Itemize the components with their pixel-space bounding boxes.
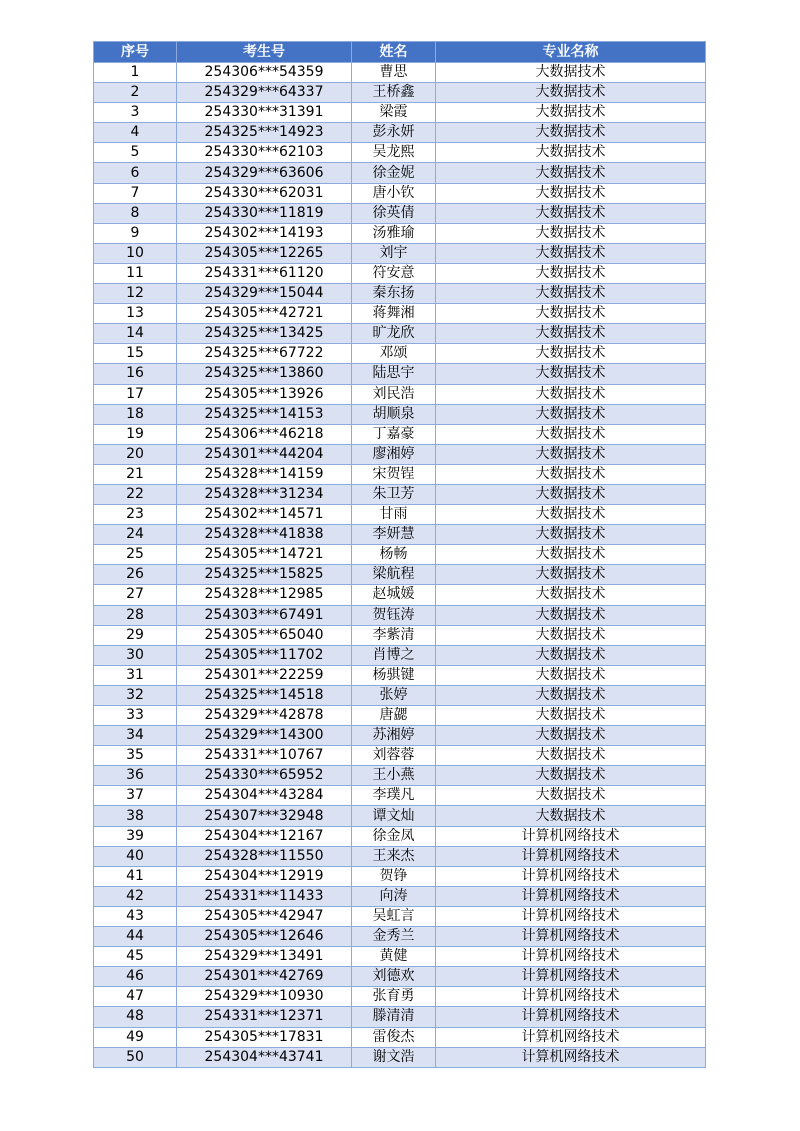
cell-serial-number: 23 [94, 505, 177, 525]
cell-major: 大数据技术 [436, 766, 706, 786]
cell-candidate-number: 254329***15044 [177, 284, 352, 304]
table-row [94, 83, 706, 103]
cell-candidate-number: 254329***10930 [177, 987, 352, 1007]
cell-name: 贺钰涛 [352, 605, 436, 625]
cell-candidate-number: 254306***46218 [177, 424, 352, 444]
cell-name: 王来杰 [352, 846, 436, 866]
cell-name: 刘蓉蓉 [352, 746, 436, 766]
cell-serial-number: 14 [94, 324, 177, 344]
cell-candidate-number: 254304***43284 [177, 786, 352, 806]
cell-candidate-number: 254325***13860 [177, 364, 352, 384]
cell-name: 梁霞 [352, 103, 436, 123]
cell-candidate-number: 254329***64337 [177, 83, 352, 103]
cell-major: 大数据技术 [436, 203, 706, 223]
cell-candidate-number: 254304***43741 [177, 1047, 352, 1067]
cell-major: 大数据技术 [436, 464, 706, 484]
cell-major: 计算机网络技术 [436, 1007, 706, 1027]
table-row [94, 1047, 706, 1067]
cell-major: 大数据技术 [436, 806, 706, 826]
cell-major: 计算机网络技术 [436, 967, 706, 987]
table-row [94, 947, 706, 967]
cell-name: 张婷 [352, 685, 436, 705]
cell-major: 大数据技术 [436, 726, 706, 746]
cell-serial-number: 33 [94, 706, 177, 726]
table-row [94, 766, 706, 786]
cell-name: 王桥鑫 [352, 83, 436, 103]
table-row [94, 846, 706, 866]
cell-serial-number: 32 [94, 685, 177, 705]
cell-name: 肖博之 [352, 645, 436, 665]
cell-serial-number: 41 [94, 866, 177, 886]
cell-candidate-number: 254329***63606 [177, 163, 352, 183]
cell-name: 李妍慧 [352, 525, 436, 545]
cell-name: 谭文灿 [352, 806, 436, 826]
table-row [94, 585, 706, 605]
cell-name: 朱卫芳 [352, 484, 436, 504]
cell-candidate-number: 254307***32948 [177, 806, 352, 826]
cell-serial-number: 21 [94, 464, 177, 484]
cell-candidate-number: 254330***62103 [177, 143, 352, 163]
cell-major: 大数据技术 [436, 525, 706, 545]
table-row [94, 645, 706, 665]
cell-name: 吴虹言 [352, 906, 436, 926]
cell-candidate-number: 254331***11433 [177, 886, 352, 906]
cell-name: 徐金妮 [352, 163, 436, 183]
cell-name: 雷俊杰 [352, 1027, 436, 1047]
table-row [94, 263, 706, 283]
cell-major: 大数据技术 [436, 505, 706, 525]
cell-name: 苏湘婷 [352, 726, 436, 746]
cell-name: 贺铮 [352, 866, 436, 886]
cell-candidate-number: 254331***61120 [177, 263, 352, 283]
cell-name: 李紫清 [352, 625, 436, 645]
cell-major: 大数据技术 [436, 304, 706, 324]
table-row [94, 284, 706, 304]
cell-candidate-number: 254305***65040 [177, 625, 352, 645]
table-row [94, 605, 706, 625]
cell-major: 计算机网络技术 [436, 906, 706, 926]
cell-candidate-number: 254305***12265 [177, 243, 352, 263]
cell-candidate-number: 254328***14159 [177, 464, 352, 484]
cell-major: 大数据技术 [436, 344, 706, 364]
table-row [94, 384, 706, 404]
cell-serial-number: 11 [94, 263, 177, 283]
cell-serial-number: 26 [94, 565, 177, 585]
cell-major: 大数据技术 [436, 786, 706, 806]
cell-major: 大数据技术 [436, 163, 706, 183]
cell-name: 杨畅 [352, 545, 436, 565]
cell-candidate-number: 254325***14923 [177, 123, 352, 143]
cell-serial-number: 16 [94, 364, 177, 384]
cell-serial-number: 39 [94, 826, 177, 846]
cell-major: 计算机网络技术 [436, 987, 706, 1007]
cell-major: 大数据技术 [436, 364, 706, 384]
table-row [94, 444, 706, 464]
cell-candidate-number: 254303***67491 [177, 605, 352, 625]
table-row [94, 886, 706, 906]
cell-serial-number: 44 [94, 927, 177, 947]
cell-major: 大数据技术 [436, 605, 706, 625]
cell-major: 大数据技术 [436, 183, 706, 203]
cell-name: 宋贺锃 [352, 464, 436, 484]
cell-major: 大数据技术 [436, 685, 706, 705]
table-body [94, 63, 706, 1068]
table-row [94, 987, 706, 1007]
table-row [94, 63, 706, 83]
header-serial-number: 序号 [94, 42, 177, 63]
table-row [94, 826, 706, 846]
cell-candidate-number: 254301***44204 [177, 444, 352, 464]
cell-major: 大数据技术 [436, 746, 706, 766]
cell-serial-number: 46 [94, 967, 177, 987]
cell-major: 大数据技术 [436, 424, 706, 444]
cell-major: 大数据技术 [436, 263, 706, 283]
table-row [94, 565, 706, 585]
cell-major: 计算机网络技术 [436, 947, 706, 967]
cell-candidate-number: 254306***54359 [177, 63, 352, 83]
cell-serial-number: 43 [94, 906, 177, 926]
cell-serial-number: 1 [94, 63, 177, 83]
cell-serial-number: 13 [94, 304, 177, 324]
cell-name: 彭永妍 [352, 123, 436, 143]
cell-candidate-number: 254305***13926 [177, 384, 352, 404]
header-name: 姓名 [352, 42, 436, 63]
table-row [94, 525, 706, 545]
cell-serial-number: 50 [94, 1047, 177, 1067]
table-row [94, 505, 706, 525]
header-candidate-number: 考生号 [177, 42, 352, 63]
cell-serial-number: 28 [94, 605, 177, 625]
cell-name: 徐金凤 [352, 826, 436, 846]
cell-major: 计算机网络技术 [436, 846, 706, 866]
table-row [94, 103, 706, 123]
cell-name: 唐勰 [352, 706, 436, 726]
table-row [94, 927, 706, 947]
cell-name: 丁嘉豪 [352, 424, 436, 444]
document-page [93, 41, 705, 1068]
cell-candidate-number: 254305***42721 [177, 304, 352, 324]
cell-candidate-number: 254331***12371 [177, 1007, 352, 1027]
cell-candidate-number: 254330***62031 [177, 183, 352, 203]
cell-candidate-number: 254328***31234 [177, 484, 352, 504]
cell-serial-number: 45 [94, 947, 177, 967]
cell-candidate-number: 254301***22259 [177, 665, 352, 685]
cell-serial-number: 20 [94, 444, 177, 464]
cell-serial-number: 31 [94, 665, 177, 685]
cell-serial-number: 3 [94, 103, 177, 123]
cell-major: 大数据技术 [436, 625, 706, 645]
cell-candidate-number: 254305***12646 [177, 927, 352, 947]
cell-candidate-number: 254330***65952 [177, 766, 352, 786]
cell-candidate-number: 254325***67722 [177, 344, 352, 364]
cell-major: 计算机网络技术 [436, 1027, 706, 1047]
cell-serial-number: 49 [94, 1027, 177, 1047]
table-row [94, 806, 706, 826]
cell-major: 大数据技术 [436, 63, 706, 83]
cell-major: 大数据技术 [436, 243, 706, 263]
cell-major: 计算机网络技术 [436, 886, 706, 906]
cell-name: 滕清清 [352, 1007, 436, 1027]
cell-major: 大数据技术 [436, 284, 706, 304]
table-row [94, 223, 706, 243]
cell-serial-number: 15 [94, 344, 177, 364]
cell-candidate-number: 254325***14518 [177, 685, 352, 705]
table-row [94, 786, 706, 806]
cell-serial-number: 30 [94, 645, 177, 665]
cell-serial-number: 48 [94, 1007, 177, 1027]
table-row [94, 464, 706, 484]
table-row [94, 404, 706, 424]
cell-major: 大数据技术 [436, 545, 706, 565]
table-row [94, 203, 706, 223]
cell-name: 杨骐键 [352, 665, 436, 685]
cell-candidate-number: 254304***12919 [177, 866, 352, 886]
cell-candidate-number: 254331***10767 [177, 746, 352, 766]
header-major: 专业名称 [436, 42, 706, 63]
cell-candidate-number: 254304***12167 [177, 826, 352, 846]
cell-name: 邓颂 [352, 344, 436, 364]
cell-major: 大数据技术 [436, 103, 706, 123]
cell-name: 向涛 [352, 886, 436, 906]
cell-candidate-number: 254301***42769 [177, 967, 352, 987]
cell-serial-number: 22 [94, 484, 177, 504]
cell-name: 蒋舞湘 [352, 304, 436, 324]
table-row [94, 484, 706, 504]
cell-serial-number: 9 [94, 223, 177, 243]
cell-candidate-number: 254305***11702 [177, 645, 352, 665]
cell-candidate-number: 254329***42878 [177, 706, 352, 726]
cell-candidate-number: 254328***11550 [177, 846, 352, 866]
table-row [94, 1007, 706, 1027]
table-row [94, 143, 706, 163]
table-row [94, 183, 706, 203]
cell-serial-number: 8 [94, 203, 177, 223]
cell-serial-number: 37 [94, 786, 177, 806]
cell-candidate-number: 254305***42947 [177, 906, 352, 926]
cell-serial-number: 24 [94, 525, 177, 545]
cell-candidate-number: 254305***14721 [177, 545, 352, 565]
cell-serial-number: 25 [94, 545, 177, 565]
cell-major: 大数据技术 [436, 123, 706, 143]
table-row [94, 163, 706, 183]
cell-serial-number: 6 [94, 163, 177, 183]
cell-major: 大数据技术 [436, 665, 706, 685]
cell-candidate-number: 254328***41838 [177, 525, 352, 545]
table-row [94, 665, 706, 685]
cell-name: 黄健 [352, 947, 436, 967]
cell-candidate-number: 254330***11819 [177, 203, 352, 223]
table-row [94, 706, 706, 726]
cell-candidate-number: 254329***14300 [177, 726, 352, 746]
cell-candidate-number: 254325***14153 [177, 404, 352, 424]
cell-major: 计算机网络技术 [436, 927, 706, 947]
cell-name: 旷龙欣 [352, 324, 436, 344]
table-header-row [94, 42, 706, 63]
table-row [94, 304, 706, 324]
cell-major: 大数据技术 [436, 484, 706, 504]
cell-serial-number: 17 [94, 384, 177, 404]
cell-name: 金秀兰 [352, 927, 436, 947]
table-row [94, 866, 706, 886]
cell-serial-number: 27 [94, 585, 177, 605]
table-row [94, 123, 706, 143]
cell-candidate-number: 254329***13491 [177, 947, 352, 967]
cell-serial-number: 18 [94, 404, 177, 424]
cell-serial-number: 19 [94, 424, 177, 444]
cell-major: 计算机网络技术 [436, 866, 706, 886]
cell-name: 秦东扬 [352, 284, 436, 304]
cell-major: 大数据技术 [436, 83, 706, 103]
cell-serial-number: 2 [94, 83, 177, 103]
table-row [94, 545, 706, 565]
cell-name: 胡顺泉 [352, 404, 436, 424]
table-row [94, 906, 706, 926]
table-row [94, 967, 706, 987]
table-row [94, 1027, 706, 1047]
cell-name: 汤雅瑜 [352, 223, 436, 243]
cell-major: 计算机网络技术 [436, 1047, 706, 1067]
cell-candidate-number: 254302***14571 [177, 505, 352, 525]
table-row [94, 625, 706, 645]
cell-name: 刘宇 [352, 243, 436, 263]
cell-candidate-number: 254325***13425 [177, 324, 352, 344]
table-row [94, 324, 706, 344]
cell-serial-number: 29 [94, 625, 177, 645]
cell-serial-number: 4 [94, 123, 177, 143]
cell-candidate-number: 254328***12985 [177, 585, 352, 605]
cell-major: 大数据技术 [436, 143, 706, 163]
cell-serial-number: 35 [94, 746, 177, 766]
cell-major: 大数据技术 [436, 384, 706, 404]
cell-serial-number: 47 [94, 987, 177, 1007]
cell-candidate-number: 254325***15825 [177, 565, 352, 585]
table-row [94, 424, 706, 444]
cell-serial-number: 36 [94, 766, 177, 786]
cell-serial-number: 10 [94, 243, 177, 263]
cell-major: 大数据技术 [436, 645, 706, 665]
cell-serial-number: 42 [94, 886, 177, 906]
cell-candidate-number: 254330***31391 [177, 103, 352, 123]
cell-serial-number: 5 [94, 143, 177, 163]
cell-name: 符安意 [352, 263, 436, 283]
cell-candidate-number: 254302***14193 [177, 223, 352, 243]
cell-major: 大数据技术 [436, 585, 706, 605]
cell-candidate-number: 254305***17831 [177, 1027, 352, 1047]
cell-major: 大数据技术 [436, 223, 706, 243]
cell-major: 计算机网络技术 [436, 826, 706, 846]
cell-serial-number: 12 [94, 284, 177, 304]
cell-name: 曹思 [352, 63, 436, 83]
cell-name: 甘雨 [352, 505, 436, 525]
cell-major: 大数据技术 [436, 444, 706, 464]
cell-name: 李璞凡 [352, 786, 436, 806]
table-row [94, 726, 706, 746]
cell-name: 唐小钦 [352, 183, 436, 203]
table-row [94, 746, 706, 766]
cell-name: 王小燕 [352, 766, 436, 786]
cell-major: 大数据技术 [436, 324, 706, 344]
cell-name: 吴龙熙 [352, 143, 436, 163]
cell-major: 大数据技术 [436, 404, 706, 424]
cell-name: 徐英倩 [352, 203, 436, 223]
cell-name: 廖湘婷 [352, 444, 436, 464]
cell-major: 大数据技术 [436, 565, 706, 585]
table-row [94, 685, 706, 705]
cell-serial-number: 34 [94, 726, 177, 746]
cell-serial-number: 40 [94, 846, 177, 866]
admission-table [93, 41, 706, 1068]
cell-major: 大数据技术 [436, 706, 706, 726]
cell-serial-number: 7 [94, 183, 177, 203]
table-row [94, 344, 706, 364]
cell-serial-number: 38 [94, 806, 177, 826]
cell-name: 赵城媛 [352, 585, 436, 605]
table-row [94, 243, 706, 263]
cell-name: 谢文浩 [352, 1047, 436, 1067]
cell-name: 梁航程 [352, 565, 436, 585]
cell-name: 刘民浩 [352, 384, 436, 404]
cell-name: 张育勇 [352, 987, 436, 1007]
cell-name: 陆思宇 [352, 364, 436, 384]
cell-name: 刘德欢 [352, 967, 436, 987]
table-row [94, 364, 706, 384]
